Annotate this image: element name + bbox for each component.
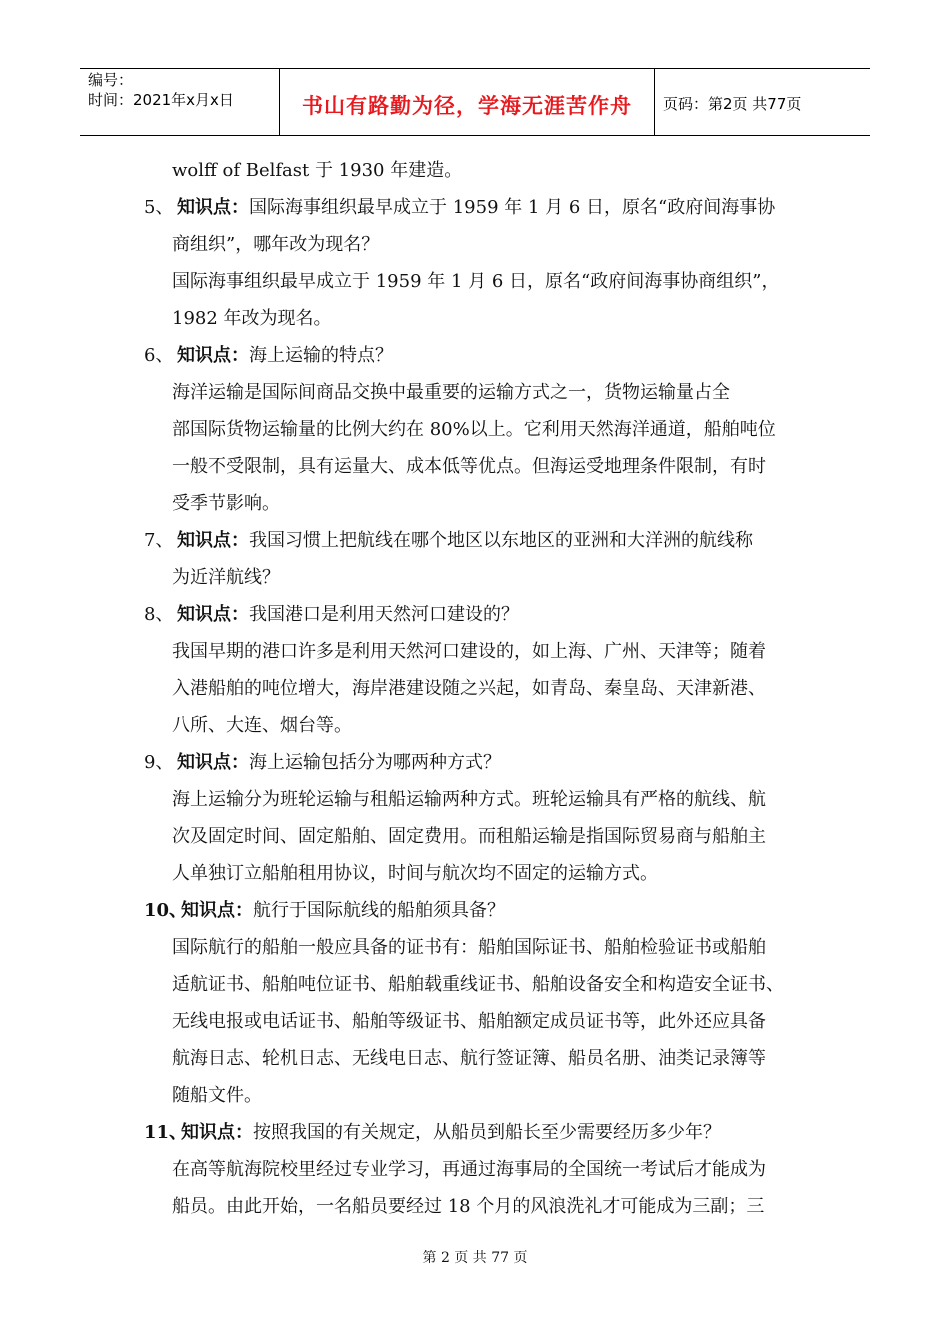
answer-line: 适航证书、船舶吨位证书、船舶载重线证书、船舶设备安全和构造安全证书、 (172, 974, 784, 995)
question-line (181, 1114, 721, 1151)
question-text: 我国港口是利用天然河口建设的？ (249, 604, 519, 625)
question-continuation: 为近洋航线？ (172, 567, 280, 588)
question-text: 我国习惯上把航线在哪个地区以东地区的亚洲和大洋洲的航线称 (249, 530, 753, 551)
answer-line: 一般不受限制，具有运量大、成本低等优点。但海运受地理条件限制，有时 (172, 456, 766, 477)
question-number: 11、 (144, 1122, 188, 1143)
knowledge-point-label: 知识点： (177, 345, 249, 366)
answer-line: 入港船舶的吨位增大，海岸港建设随之兴起，如青岛、秦皇岛、天津新港、 (172, 678, 766, 699)
answer-line: 船员。由此开始，一名船员要经过 18 个月的风浪洗礼才可能成为三副；三 (172, 1196, 765, 1217)
knowledge-point-label: 知识点： (181, 900, 253, 921)
question-line (177, 596, 519, 633)
answer-line: 受季节影响。 (172, 493, 280, 514)
knowledge-point-label: 知识点： (177, 752, 249, 773)
answer-line: 国际海事组织最早成立于 1959 年 1 月 6 日，原名“政府间海事协商组织”， (172, 271, 780, 292)
knowledge-point-label: 知识点： (177, 197, 249, 218)
question-number: 9、 (144, 752, 174, 773)
header-divider-right (654, 68, 655, 136)
answer-line: 1982 年改为现名。 (172, 308, 332, 329)
header-page-info: 页码：第2页 共77页 (663, 95, 802, 113)
knowledge-point-label: 知识点： (177, 604, 249, 625)
answer-line: 我国早期的港口许多是利用天然河口建设的，如上海、广州、天津等；随着 (172, 641, 766, 662)
header-divider-left (279, 68, 280, 136)
answer-line: 次及固定时间、固定船舶、固定费用。而租船运输是指国际贸易商与船舶主 (172, 826, 766, 847)
header-motto: 书山有路勤为径，学海无涯苦作舟 (302, 94, 632, 118)
question-text: 国际海事组织最早成立于 1959 年 1 月 6 日，原名“政府间海事协 (249, 197, 776, 218)
question-line (181, 892, 505, 929)
answer-line: 在高等航海院校里经过专业学习，再通过海事局的全国统一考试后才能成为 (172, 1159, 766, 1180)
question-line (177, 744, 501, 781)
question-text: 海上运输包括分为哪两种方式？ (249, 752, 501, 773)
answer-line: 国际航行的船舶一般应具备的证书有：船舶国际证书、船舶检验证书或船舶 (172, 937, 766, 958)
question-text: 海上运输的特点？ (249, 345, 393, 366)
question-text: 按照我国的有关规定，从船员到船长至少需要经历多少年？ (253, 1122, 721, 1143)
question-number: 10、 (144, 900, 188, 921)
question-number: 5、 (144, 197, 174, 218)
knowledge-point-label: 知识点： (177, 530, 249, 551)
question-line (177, 337, 393, 374)
answer-line: 海上运输分为班轮运输与租船运输两种方式。班轮运输具有严格的航线、航 (172, 789, 766, 810)
question-number: 7、 (144, 530, 174, 551)
question-continuation: 商组织”，哪年改为现名？ (172, 234, 380, 255)
intro-line: wolff of Belfast 于 1930 年建造。 (172, 160, 463, 181)
doc-code-label: 编号： (88, 71, 134, 89)
page-footer: 第 2 页 共 77 页 (422, 1250, 528, 1266)
answer-line: 八所、大连、烟台等。 (172, 715, 352, 736)
question-text: 航行于国际航线的船舶须具备？ (253, 900, 505, 921)
answer-line: 随船文件。 (172, 1085, 262, 1106)
question-number: 8、 (144, 604, 174, 625)
answer-line: 人单独订立船舶租用协议，时间与航次均不固定的运输方式。 (172, 863, 658, 884)
question-line (177, 189, 775, 226)
answer-line: 海洋运输是国际间商品交换中最重要的运输方式之一，货物运输量占全 (172, 382, 730, 403)
header-bottom-rule (80, 135, 870, 136)
knowledge-point-label: 知识点： (181, 1122, 253, 1143)
header-top-rule (80, 68, 870, 69)
doc-date-label: 时间：2021年x月x日 (88, 91, 234, 109)
question-line (177, 522, 753, 559)
answer-line: 无线电报或电话证书、船舶等级证书、船舶额定成员证书等，此外还应具备 (172, 1011, 766, 1032)
answer-line: 航海日志、轮机日志、无线电日志、航行签证簿、船员名册、油类记录簿等 (172, 1048, 766, 1069)
question-number: 6、 (144, 345, 174, 366)
answer-line: 部国际货物运输量的比例大约在 80%以上。它利用天然海洋通道，船舶吨位 (172, 419, 776, 440)
